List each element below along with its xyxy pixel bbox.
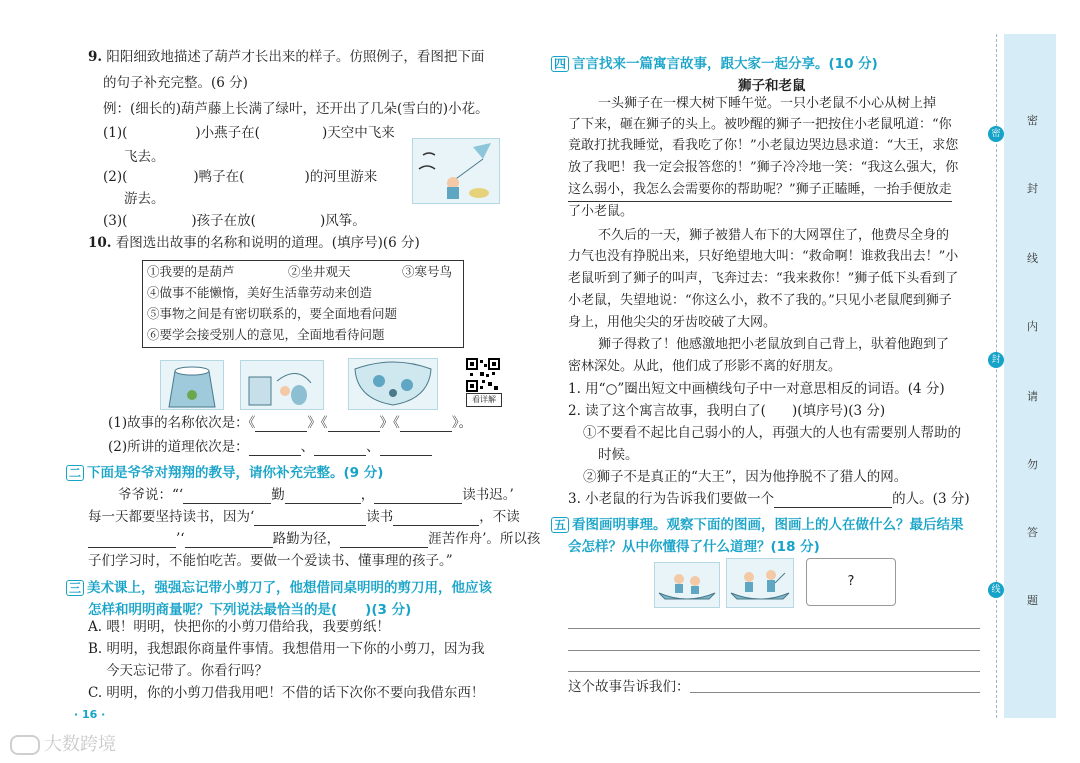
- q9-text-1: 阳阳细致地描述了葫芦才长出来的样子。仿照例子，看图把下面: [106, 49, 485, 65]
- q10-blank-6[interactable]: [380, 441, 432, 456]
- q10-blank-1[interactable]: [255, 417, 307, 432]
- q10-option-3: ③寒号鸟: [402, 264, 453, 279]
- qr-detail-label: 看详解: [466, 393, 502, 407]
- s4-q2-option-1b: 时候。: [598, 447, 639, 463]
- q9-line1: [88, 48, 484, 66]
- s3-option-b-1: B. 明明，我想跟你商量件事情。我想借用一下你的小剪刀，因为我: [88, 641, 485, 657]
- s2-line-1: [118, 486, 514, 504]
- s2-l2-c: ，不读: [479, 509, 520, 525]
- story-p3-line-2: 密林深处。从此，他们成了形影不离的好朋友。: [568, 359, 842, 374]
- section-5-title-1: 看图画明事理。观察下面的图画，图画上的人在做什么？最后结果: [572, 517, 964, 533]
- q10-ans1-sep-1: 》《: [307, 415, 328, 431]
- q10-blank-5[interactable]: [314, 441, 366, 456]
- section-3-heading: [66, 576, 492, 596]
- q10-answer-1: [108, 414, 472, 432]
- q9-s2-part-d: 游去。: [124, 191, 165, 207]
- q9-sentence-2: [103, 168, 377, 186]
- story-p1-line-5-underlined: 这么弱小，我怎么会需要你的帮助呢？”狮子正瞌睡，一抬手便放走: [568, 179, 952, 202]
- section-3-badge: 三: [66, 580, 84, 596]
- s2-l3-a: ’‘: [176, 531, 185, 547]
- q10-ans2-label: (2)所讲的道理依次是：: [108, 439, 249, 455]
- q9-s3-part-a: (3)(: [103, 213, 128, 229]
- story-p1-line-3: 竟敢打扰我睡觉，看我吃了你！”小老鼠边哭边恳求道：“大王，求您: [568, 138, 959, 153]
- q9-sentence-3: [103, 212, 366, 230]
- q10-ans1-end: 》。: [451, 415, 473, 431]
- s2-blank-6[interactable]: [88, 533, 176, 548]
- section-4-badge: 四: [551, 56, 569, 72]
- seal-margin-strip: [1004, 34, 1056, 718]
- watermark-logo-icon: [10, 735, 40, 755]
- s2-blank-8[interactable]: [340, 533, 428, 548]
- q9-number: 9.: [88, 49, 103, 65]
- s2-l1-d: 读书迟。’: [462, 487, 514, 503]
- page-number: · 16 ·: [74, 708, 106, 721]
- story-p3-line-1: 狮子得救了！他感激地把小老鼠放到自己背上，驮着他跑到了: [598, 337, 950, 352]
- section-2-badge: 二: [66, 465, 84, 481]
- section-4-heading: [551, 52, 878, 72]
- s2-line-4: 子们学习时，不能怕吃苦。要做一个爱读书、懂事理的孩子。”: [88, 553, 453, 569]
- seal-char-2: 封: [1027, 182, 1038, 195]
- section-5-title-2: 会怎样？从中你懂得了什么道理？(18 分): [568, 539, 820, 555]
- s2-line-3: [88, 530, 540, 548]
- seal-char-7: 答: [1027, 526, 1038, 539]
- watermark: [10, 730, 116, 756]
- s4-question-1: 1. 用“○”圈出短文中画横线句子中一对意思相反的词语。(4 分): [568, 381, 945, 397]
- q10-option-6: ⑥要学会接受别人的意见，全面地看待问题: [147, 327, 385, 342]
- q9-s1-part-c: )天空中飞来: [321, 125, 395, 141]
- section-2-heading: [66, 461, 383, 481]
- s2-l2-b: 读书: [366, 509, 394, 525]
- s2-blank-4[interactable]: [254, 511, 366, 526]
- section-3-title-1: 美术课上，强强忘记带小剪刀了，他想借同桌明明的剪刀用，他应该: [87, 580, 493, 596]
- s4-q3-a: 3. 小老鼠的行为告诉我们要做一个: [568, 491, 775, 507]
- story-p2-line-5: 身上，用他尖尖的牙齿咬破了大网。: [568, 315, 777, 330]
- s5-picture-1-boat: [654, 562, 720, 608]
- q10-text: 看图选出故事的名称和说明的道理。(填序号)(6 分): [115, 235, 420, 251]
- story-p2-line-2: 力气也没有挣脱出来，只好绝望地大叫：“救命啊！谁救我出去！”小: [568, 249, 959, 264]
- q10-option-4: ④做事不能懒惰，美好生活靠劳动来创造: [147, 285, 373, 300]
- seal-char-4: 内: [1027, 320, 1038, 333]
- seal-char-6: 勿: [1027, 458, 1038, 471]
- s5-writing-line-3[interactable]: [568, 671, 980, 672]
- q9-s2-part-a: (2)(: [103, 169, 128, 185]
- q10-blank-4[interactable]: [249, 441, 301, 456]
- s4-q2-b: )(填序号)(3 分): [791, 403, 886, 419]
- s2-blank-3[interactable]: [374, 489, 462, 504]
- s5-writing-line-1[interactable]: [568, 628, 980, 629]
- s2-l3-b: 路勤为径，: [272, 531, 341, 547]
- q9-s2-part-c: )的河里游来: [304, 169, 378, 185]
- s2-l1-b: 勤: [271, 487, 285, 503]
- section-3-title-2: [88, 598, 411, 618]
- s4-question-3: [568, 490, 970, 508]
- q10-blank-2[interactable]: [328, 417, 380, 432]
- s5-writing-line-2[interactable]: [568, 650, 980, 651]
- story-title: 狮子和老鼠: [738, 78, 806, 94]
- s2-blank-5[interactable]: [393, 511, 479, 526]
- q9-s2-part-b: )鸭子在(: [193, 169, 245, 185]
- seal-char-1: 密: [1027, 114, 1038, 127]
- seal-char-5: 请: [1027, 390, 1038, 403]
- story-p2-line-4: 小老鼠，失望地说：“你这么小，救不了我的。”只见小老鼠爬到狮子: [568, 293, 952, 308]
- qr-code-icon[interactable]: [466, 358, 500, 392]
- q10-ans1-sep-2: 》《: [379, 415, 400, 431]
- s2-l1-a: 爷爷说：“‘: [118, 487, 184, 503]
- q10-picture-cold-bird-tree: [348, 358, 438, 410]
- s3-option-a: A. 喂！明明，快把你的小剪刀借给我，我要剪纸！: [88, 619, 390, 635]
- q9-s1-part-a: (1)(: [103, 125, 128, 141]
- q10-option-1: ①我要的是葫芦: [147, 264, 235, 279]
- s2-blank-1[interactable]: [183, 489, 271, 504]
- s2-l1-c: ，: [360, 487, 375, 503]
- s3-option-b-2: 今天忘记带了。你看行吗？: [106, 663, 268, 679]
- q10-blank-3[interactable]: [400, 417, 452, 432]
- s4-q3-blank[interactable]: [774, 493, 892, 508]
- seal-char-8: 题: [1027, 594, 1038, 607]
- s5-conclusion-line[interactable]: [690, 692, 980, 693]
- q9-example: 例：(细长的)葫芦藤上长满了绿叶，还开出了几朵(雪白的)小花。: [103, 101, 489, 117]
- seal-circle-2: 封: [988, 352, 1004, 368]
- q10-title: [88, 234, 420, 252]
- s3-title-2b: )(3 分): [365, 602, 412, 618]
- q10-option-5: ⑤事物之间是有密切联系的，要全面地看问题: [147, 306, 398, 321]
- s4-q2-option-2: ②狮子不是真正的“大王”，因为他挣脱不了猎人的网。: [583, 469, 908, 485]
- s2-l2-a: 每一天都要坚持读书，因为‘: [88, 509, 255, 525]
- q10-option-2: ②坐井观天: [288, 264, 351, 279]
- section-5-badge: 五: [551, 517, 569, 533]
- q9-text-2: 的句子补充完整。(6 分): [103, 75, 248, 91]
- q10-ans2-sep-2: 、: [366, 439, 380, 455]
- watermark-text: 大数跨境: [44, 734, 116, 755]
- s3-option-c: C. 明明，你的小剪刀借我用吧！不借的话下次你不要向我借东西！: [88, 685, 485, 701]
- s2-line-2: [88, 508, 520, 526]
- seal-circle-3: 线: [988, 582, 1004, 598]
- s4-q2-option-1a: ①不要看不起比自己弱小的人，再强大的人也有需要别人帮助的: [583, 425, 961, 441]
- q9-s3-part-c: )风筝。: [319, 213, 366, 229]
- s2-blank-7[interactable]: [185, 533, 273, 548]
- q10-ans1-label: (1)故事的名称依次是：《: [108, 415, 256, 431]
- q9-illustration-kite-swallow-duck: [412, 138, 500, 204]
- s2-blank-2[interactable]: [285, 489, 361, 504]
- story-p1-line-1: 一头狮子在一棵大树下睡午觉。一只小老鼠不小心从树上掉: [598, 96, 937, 111]
- q9-s3-part-b: )孩子在放(: [191, 213, 256, 229]
- q10-number: 10.: [88, 235, 112, 251]
- s4-q2-a: 2. 读了这个寓言故事，我明白了(: [568, 403, 766, 419]
- q9-sentence-1: [103, 124, 395, 142]
- q10-answer-2: [108, 438, 432, 456]
- section-5-heading: [551, 513, 964, 533]
- s5-answer-box-question-mark[interactable]: ?: [806, 558, 896, 606]
- seal-circle-1: 密: [988, 126, 1004, 142]
- section-4-title: 言言找来一篇寓言故事，跟大家一起分享。(10 分): [572, 56, 878, 72]
- story-p2-line-3: 老鼠听到了狮子的叫声，飞奔过去：“我来救你！”狮子低下头看到了: [568, 271, 959, 286]
- story-p2-line-1: 不久后的一天，狮子被猎人布下的大网罩住了，他费尽全身的: [598, 228, 950, 243]
- q10-ans2-sep-1: 、: [300, 439, 315, 455]
- q9-s1-part-d: 飞去。: [124, 149, 165, 165]
- q10-picture-frog-in-well: [160, 360, 224, 410]
- s4-q3-b: 的人。(3 分): [892, 491, 970, 507]
- s5-conclusion-label: 这个故事告诉我们：: [568, 679, 690, 695]
- section-2-title: 下面是爷爷对翔翔的教导，请你补充完整。(9 分): [87, 465, 384, 481]
- q9-s1-part-b: )小燕子在(: [195, 125, 260, 141]
- story-p1-line-2: 了下来，砸在狮子的头上。被吵醒的狮子一把按住小老鼠吼道：“你: [568, 117, 952, 132]
- s2-l3-c: 涯苦作舟’。所以孩: [428, 531, 541, 547]
- q10-picture-gourd-vine: [240, 360, 324, 410]
- story-p1-line-6: 了小老鼠。: [568, 204, 634, 219]
- story-p1-line-4: 放了我吧！我一定会报答您的！”狮子冷冷地一笑：“我这么强大，你: [568, 160, 959, 175]
- seal-char-3: 线: [1027, 252, 1038, 265]
- s5-picture-2-boat: [726, 558, 794, 608]
- s3-title-2a: 怎样和明明商量呢？下列说法最恰当的是(: [88, 602, 338, 618]
- s4-question-2: [568, 402, 885, 420]
